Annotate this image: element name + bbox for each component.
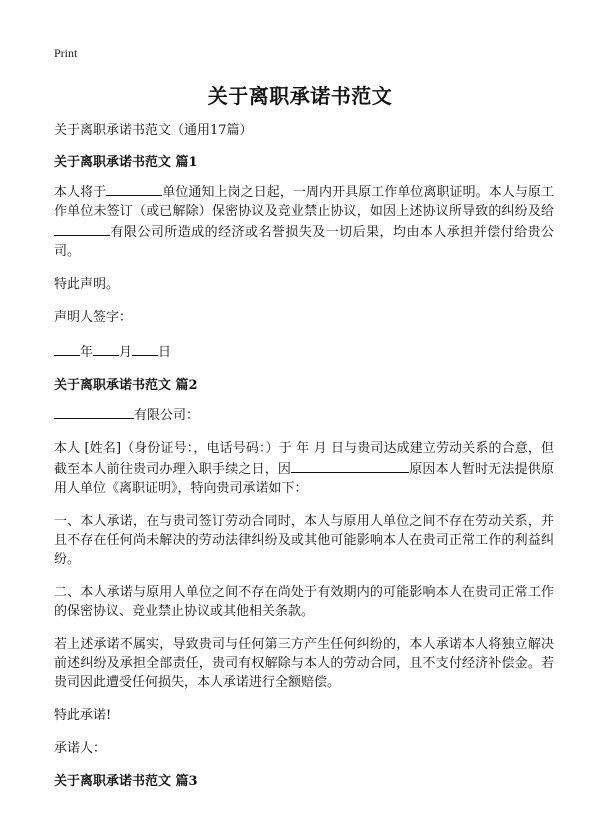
print-label: Print bbox=[54, 46, 78, 60]
s2p1-text: 有限公司： bbox=[134, 408, 200, 423]
year-blank bbox=[54, 341, 80, 356]
document-body bbox=[54, 121, 554, 800]
section-1-paragraph-2: 特此声明。 bbox=[54, 277, 120, 292]
s2p2-part-a: 本人 [姓名]（身份证号：，电话号码：）于 年 月 日与贵司达成建立劳动关系的合意，但截至本人前往贵司办理入职手续之日，因 bbox=[54, 441, 554, 477]
date-year-label: 年 bbox=[80, 345, 94, 360]
section-1-paragraph-1 bbox=[54, 181, 554, 261]
s2p2-part-b: 原因本人暂时无法提供原用人单位《离职证明》，特向贵司承诺如下： bbox=[54, 462, 554, 496]
section-2-paragraph-7: 承诺人： bbox=[54, 741, 107, 756]
section-2-paragraph-2 bbox=[54, 439, 554, 498]
reason-blank bbox=[291, 458, 409, 473]
document-title: 关于离职承诺书范文 bbox=[207, 84, 393, 108]
signature-date-line bbox=[54, 341, 554, 362]
s1p1-part-a: 本人将于 bbox=[54, 185, 107, 200]
s1p1-part-b: 单位通知上岗之日起，一周内开具原工作单位离职证明。本人与原工作单位未签订（或已解除）保密协议及竞业禁止协议，如因上述协议所导致的纠纷及给 bbox=[54, 185, 554, 219]
section-2-paragraph-5: 若上述承诺不属实，导致贵司与任何第三方产生任何纠纷的，本人承诺本人将独立解决前述纠纷及承担全部责任，贵司有权解除与本人的劳动合同，且不支付经济补偿金。若贵司因此遭受任何损失，本人承诺进行全额赔偿。 bbox=[54, 637, 554, 690]
document-subtitle: 关于离职承诺书范文（通用17篇） bbox=[54, 123, 253, 138]
section-1-paragraph-3: 声明人签字： bbox=[54, 310, 133, 325]
section-heading-3: 关于离职承诺书范文 篇3 bbox=[54, 774, 198, 789]
date-day-label: 日 bbox=[158, 345, 172, 360]
section-2-paragraph-6: 特此承诺! bbox=[54, 708, 112, 723]
month-blank bbox=[93, 341, 119, 356]
section-heading-1: 关于离职承诺书范文 篇1 bbox=[54, 155, 198, 170]
section-2-paragraph-4: 二、本人承诺与原用人单位之间不存在尚处于有效期内的可能影响本人在贵司正常工作的保密协议、竞业禁止协议或其他相关条款。 bbox=[54, 585, 554, 619]
day-blank bbox=[132, 341, 158, 356]
fill-in-blank bbox=[106, 181, 162, 196]
section-heading-2: 关于离职承诺书范文 篇2 bbox=[54, 378, 198, 393]
company-name-blank bbox=[54, 404, 134, 419]
s1p1-part-c: 有限公司所造成的经济或名誉损失及一切后果，均由本人承担并偿付给贵公司。 bbox=[54, 225, 554, 259]
date-month-label: 月 bbox=[119, 345, 133, 360]
fill-in-blank bbox=[54, 221, 110, 236]
section-2-paragraph-3: 一、本人承诺，在与贵司签订劳动合同时，本人与原用人单位之间不存在劳动关系，并且不存在任何尚未解决的劳动法律纠纷及或其他可能影响本人在贵司正常工作的利益纠纷。 bbox=[54, 514, 554, 567]
section-2-paragraph-1 bbox=[54, 404, 554, 425]
